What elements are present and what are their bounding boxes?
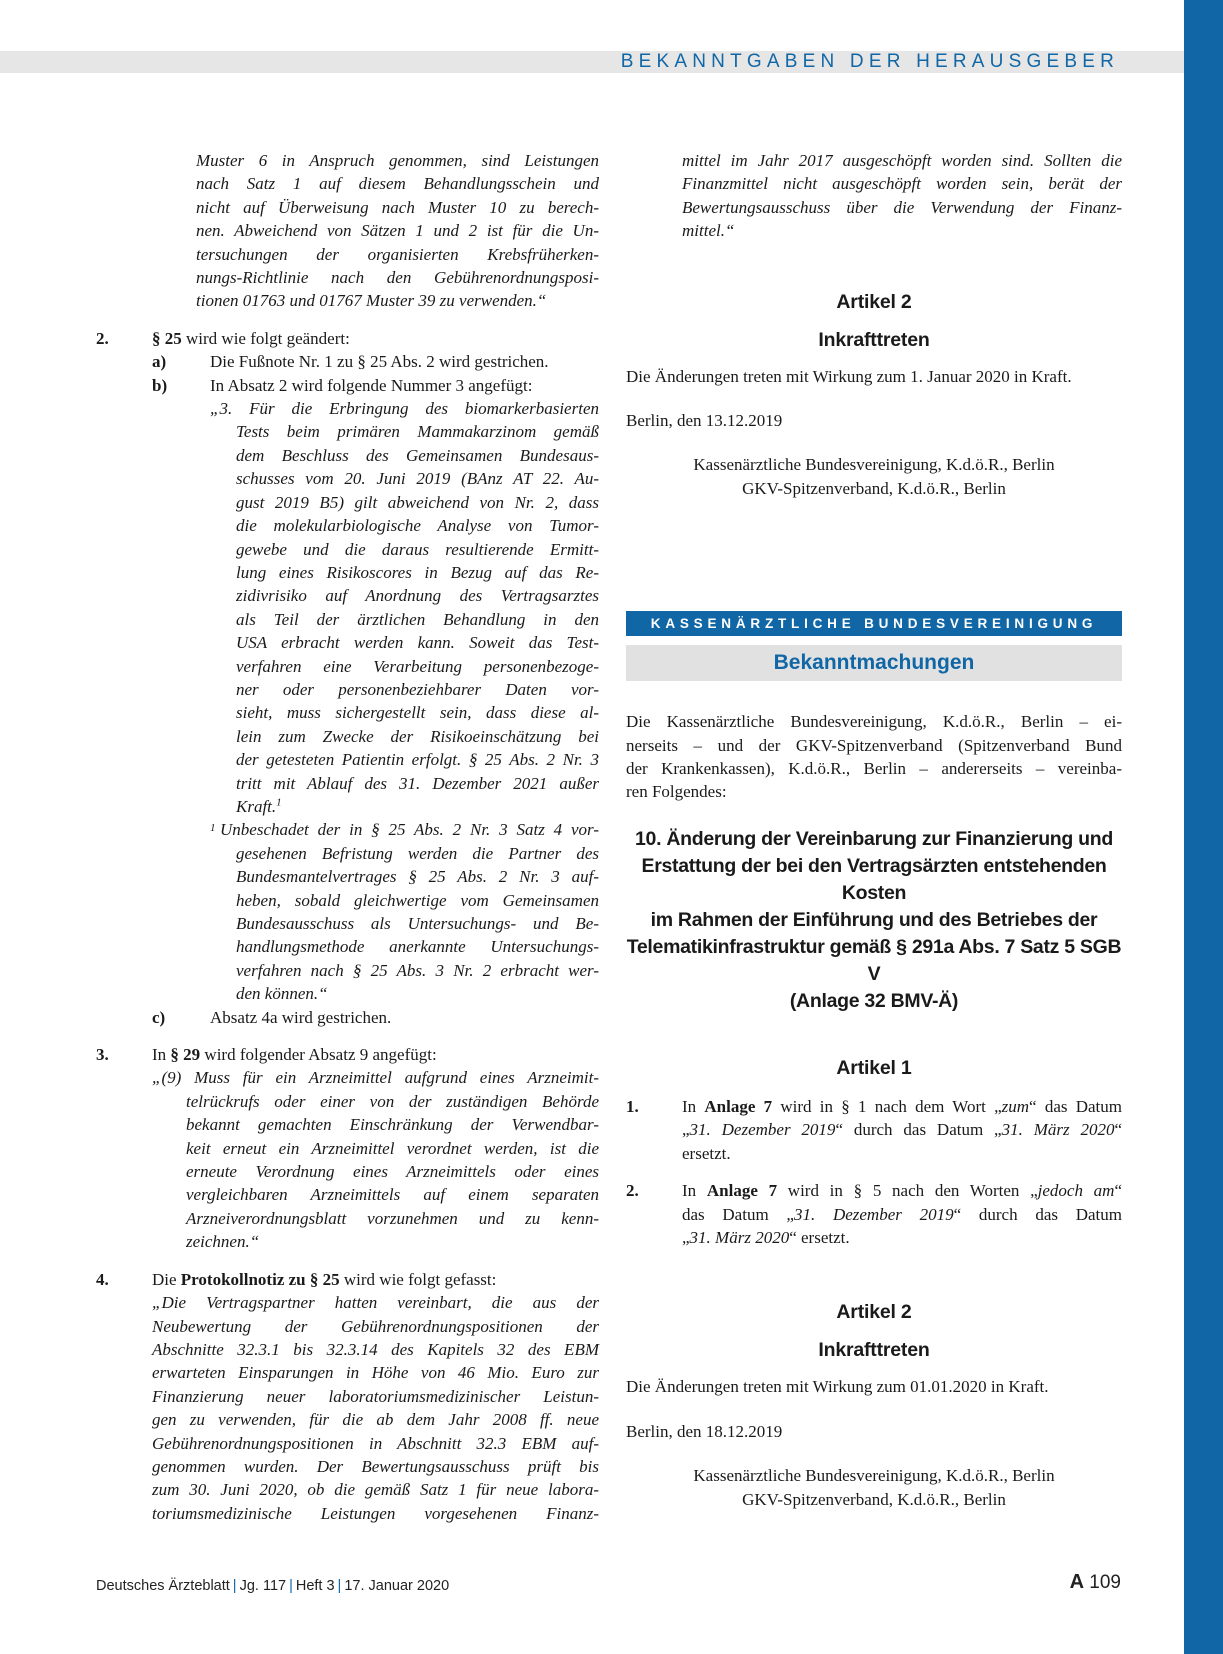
text-line: „(9) Muss für ein Arzneimittel aufgrund eines Arzneimit- — [152, 1068, 599, 1088]
text-line: dem Beschluss des Gemeinsamen Bundesaus- — [236, 445, 599, 465]
quoted-protocol-note — [152, 1291, 599, 1525]
article-1-heading: Artikel 1 — [836, 1056, 912, 1079]
effective-date-text-2: Die Änderungen treten mit Wirkung zum 01.01.2020 in Kraft. — [626, 1377, 1049, 1397]
signature-date-2: Berlin, den 18.12.2019 — [626, 1421, 783, 1441]
quoted-amendment — [210, 397, 599, 818]
text-line: toriumsmedizinische Leistungen vorgesehenen Finanz- — [152, 1503, 599, 1523]
text-line: tritt mit Ablauf des 31. Dezember 2021 außer — [236, 773, 599, 793]
journal-issue: Heft 3 — [295, 1578, 335, 1594]
text-line: sieht, muss sichergestellt sein, dass diese al- — [236, 703, 599, 723]
text-line: lein zum Zwecke der Risikoeinschätzung bei — [236, 726, 599, 746]
text-line: (Anlage 32 BMV-Ä) — [789, 989, 959, 1012]
text-line: 10. Änderung der Vereinbarung zur Finanzierung und — [635, 827, 1113, 850]
text-line: „3. Für die Erbringung des biomarkerbasierten — [210, 399, 599, 419]
text-line: nungs-Richtlinie nach den Gebührenordnungsposi- — [196, 268, 599, 288]
sub-item-text: Die Fußnote Nr. 1 zu § 25 Abs. 2 wird gestrichen. — [210, 352, 549, 372]
text-line: ren Folgendes: — [626, 782, 727, 802]
item-heading: Die Protokollnotiz zu § 25 wird wie folgt gefasst: — [152, 1269, 497, 1289]
text-line: gesehenen Befristung werden die Partner des — [236, 843, 599, 863]
right-column — [626, 149, 1122, 1511]
text-line: tersuchungen der organisierten Krebsfrüherken- — [196, 244, 599, 264]
text-line: verfahren eine Verarbeitung personenbezoge- — [236, 656, 599, 676]
sub-item-a — [152, 350, 599, 373]
list-item-3 — [96, 1043, 599, 1254]
journal-volume: Jg. 117 — [239, 1578, 287, 1594]
sub-item-c — [152, 1006, 599, 1029]
text-line: USA erbracht werden kann. Soweit das Test- — [236, 633, 599, 653]
footnote: 1 Unbeschadet der in § 25 Abs. 2 Nr. 3 Satz 4 vor- gesehenen Befristung werden die Partner des Bundesmantelvertrages § 25 Abs. 2 Nr. 3 auf- heben, sobald gleichwertige vom Gemeinsamen Bundesausschuss als Untersuchungs- und Be- handlungsmethode anerkannte Untersuchungs- verfahren nach § 25 Abs. 3 Nr. 2 erbracht wer- den können.“ — [210, 818, 599, 1005]
list-item-4 — [96, 1268, 599, 1525]
text-line: die molekularbiologische Analyse von Tumor- — [236, 516, 599, 536]
journal-name: Deutsches Ärzteblatt — [96, 1578, 230, 1594]
item-number: 3. — [96, 1045, 109, 1065]
quoted-amendment — [152, 1066, 599, 1253]
text-line: Bewertungsausschuss über die Verwendung der Finanz- — [682, 197, 1122, 217]
text-line: der getesteten Patientin erfolgt. § 25 Abs. 2 Nr. 3 — [236, 750, 599, 770]
signature-date: Berlin, den 13.12.2019 — [626, 411, 783, 431]
sub-label: a) — [152, 352, 167, 372]
text-line: genommen wurden. Der Bewertungsausschuss prüft bis — [152, 1456, 599, 1476]
agreement-intro — [626, 710, 1122, 804]
signatory-kbv: Kassenärztliche Bundesvereinigung, K.d.ö.R., Berlin — [693, 455, 1055, 475]
article-2b-subheading: Inkrafttreten — [818, 1339, 930, 1362]
signatory-kbv-2: Kassenärztliche Bundesvereinigung, K.d.ö.R., Berlin — [693, 1466, 1055, 1486]
item-number: 2. — [626, 1181, 639, 1201]
text-line: Neubewertung der Gebührenordnungspositionen der — [152, 1316, 599, 1336]
article-1-item-1 — [626, 1095, 1122, 1165]
text-line: tionen 01763 und 01767 Muster 39 zu verwenden.“ — [196, 291, 547, 311]
text-line: zeichnen.“ — [186, 1232, 260, 1252]
agreement-title — [626, 826, 1122, 1015]
organization-banner: KASSENÄRZTLICHE BUNDESVEREINIGUNG — [626, 611, 1122, 636]
footer-citation: Deutsches Ärzteblatt | Jg. 117 | Heft 3 | 17. Januar 2020 — [96, 1578, 450, 1594]
text-line: schusses vom 20. Juni 2019 (BAnz AT 22. Au- — [236, 469, 599, 489]
list-item-2 — [96, 327, 599, 1029]
text-line: keit erneut ein Arzneimittel verordnet werden, ist die — [186, 1138, 599, 1158]
text-line: im Rahmen der Einführung und des Betriebes der — [650, 908, 1098, 931]
text-line: nicht auf Überweisung nach Muster 10 zu berech- — [196, 197, 599, 217]
item-text: In Anlage 7 wird in § 5 nach den Worten „jedoch am“ das Datum „31. Dezember 2019“ durch das Datum „31. März 2020“ ersetzt. — [682, 1181, 1123, 1247]
text-line: handlungsmethode anerkannte Untersuchungs- — [236, 937, 599, 957]
text-line: Bundesmantelvertrages § 25 Abs. 2 Nr. 3 auf- — [236, 867, 599, 887]
item-number: 2. — [96, 328, 109, 348]
signatory-gkv: GKV-Spitzenverband, K.d.ö.R., Berlin — [742, 478, 1006, 498]
item-text: In Anlage 7 wird in § 1 nach dem Wort „zum“ das Datum „31. Dezember 2019“ durch das Datum „31. März 2020“ ersetzt. — [682, 1096, 1122, 1163]
text-line: als Teil der ärztlichen Behandlung in den — [236, 609, 599, 629]
text-line: erwarteten Einsparungen in Höhe von 46 Mio. Euro zur — [152, 1363, 599, 1383]
sub-label: c) — [152, 1007, 166, 1027]
text-line: gen zu verwenden, für die ab dem Jahr 2008 ff. neue — [152, 1410, 599, 1430]
section-title: BEKANNTGABEN DER HERAUSGEBER — [620, 51, 1119, 72]
text-line: Unbeschadet der in § 25 Abs. 2 Nr. 3 Satz 4 vor- — [220, 820, 599, 840]
text-line: ner oder personenbeziehbarer Daten vor- — [236, 679, 599, 699]
text-line: heben, sobald gleichwertige vom Gemeinsamen — [236, 890, 599, 910]
sub-item-b — [152, 374, 599, 1006]
text-line: vergleichbaren Arzneimittels auf einem separaten — [186, 1185, 599, 1205]
signatory-gkv-2: GKV-Spitzenverband, K.d.ö.R., Berlin — [742, 1489, 1006, 1509]
text-line: Bundesausschuss als Untersuchungs- und Be- — [236, 914, 599, 933]
text-line: Gebührenordnungspositionen in Abschnitt 32.3 EBM auf- — [152, 1433, 599, 1453]
text-line: Die Kassenärztliche Bundesvereinigung, K.d.ö.R., Berlin – ei- — [626, 712, 1122, 732]
quoted-amendment-end: Kraft.$^1$ — [236, 796, 282, 816]
item-number: 1. — [626, 1096, 639, 1116]
text-line: Abschnitte 32.3.1 bis 32.3.14 des Kapitels 32 des EBM — [152, 1339, 599, 1359]
item-number: 4. — [96, 1269, 109, 1289]
text-line: verfahren nach § 25 Abs. 3 Nr. 2 erbracht wer- — [236, 960, 599, 980]
left-intro — [196, 149, 599, 313]
issue-date: 17. Januar 2020 — [344, 1578, 450, 1594]
text-line: mittel im Jahr 2017 ausgeschöpft worden sind. Sollten die — [682, 151, 1122, 170]
footnote-end: den können.“ — [236, 984, 328, 1004]
left-column — [96, 149, 599, 1525]
text-line: Tests beim primären Mammakarzinom gemäß — [236, 422, 599, 442]
article-2-subheading: Inkrafttreten — [818, 328, 930, 351]
text-line: der Krankenkassen), K.d.ö.R., Berlin – andererseits – vereinba- — [626, 759, 1122, 779]
text-line: Erstattung der bei den Vertragsärzten entstehenden Kosten — [641, 854, 1107, 904]
text-line: gust 2019 B5) gilt abweichend von Nr. 2, dass — [236, 492, 599, 512]
footnote-text — [210, 818, 599, 982]
item-heading: In § 29 wird folgender Absatz 9 angefügt: — [152, 1045, 437, 1065]
text-line: mittel.“ — [682, 221, 735, 241]
section-banner: Bekanntmachungen — [626, 645, 1122, 681]
blue-sidebar-stripe — [1184, 0, 1223, 1654]
footnote-marker: 1 — [276, 796, 282, 809]
continued-quote — [682, 149, 1122, 243]
text-line: bekannt gemachten Einschränkung der Verwendbar- — [186, 1115, 599, 1135]
text-line: gewebe und die daraus resultierende Ermitt- — [236, 539, 599, 559]
text-line: erneute Verordnung eines Arzneimittels oder eines — [186, 1162, 599, 1182]
text-line: Muster 6 in Anspruch genommen, sind Leistungen — [196, 151, 599, 170]
text-line: „Die Vertragspartner hatten vereinbart, die aus der — [152, 1293, 599, 1313]
sub-label: b) — [152, 375, 168, 395]
quoted-amendment-lines — [210, 397, 599, 795]
text-line: Telematikinfrastruktur gemäß § 291a Abs. 7 Satz 5 SGB V — [626, 935, 1122, 985]
text-line: nach Satz 1 auf diesem Behandlungsschein und — [196, 174, 599, 194]
text-line: zidivrisiko auf Anordnung des Vertragsarztes — [236, 586, 599, 606]
article-2b-heading: Artikel 2 — [836, 1301, 912, 1324]
text-line: lung eines Risikoscores in Bezug auf das Re- — [236, 562, 599, 582]
sub-item-text: In Absatz 2 wird folgende Nummer 3 angefügt: — [210, 375, 533, 395]
text-line: Finanzierung neuer laboratoriumsmedizinischer Leistun- — [152, 1386, 599, 1406]
text-line: telrückrufs oder einer von der zuständigen Behörde — [186, 1091, 599, 1111]
text-line: Finanzmittel nicht ausgeschöpft worden sein, berät der — [682, 174, 1122, 194]
text-line: nen. Abweichend von Sätzen 1 und 2 ist für die Un- — [196, 221, 599, 241]
article-2-heading: Artikel 2 — [836, 290, 912, 313]
text-line: Arzneiverordnungsblatt vorzunehmen und zu kenn- — [186, 1208, 599, 1228]
text-line: zum 30. Juni 2020, ob die gemäß Satz 1 für neue labora- — [152, 1480, 599, 1500]
page-number: A 109 — [1069, 1571, 1121, 1593]
effective-date-text: Die Änderungen treten mit Wirkung zum 1. Januar 2020 in Kraft. — [626, 366, 1072, 386]
item-heading: § 25 wird wie folgt geändert: — [152, 328, 350, 348]
article-1-item-2 — [626, 1179, 1122, 1249]
text-line: nerseits – und der GKV-Spitzenverband (Spitzenverband Bund — [626, 735, 1122, 755]
left-intro-text — [196, 149, 599, 313]
sub-item-text: Absatz 4a wird gestrichen. — [210, 1007, 392, 1027]
